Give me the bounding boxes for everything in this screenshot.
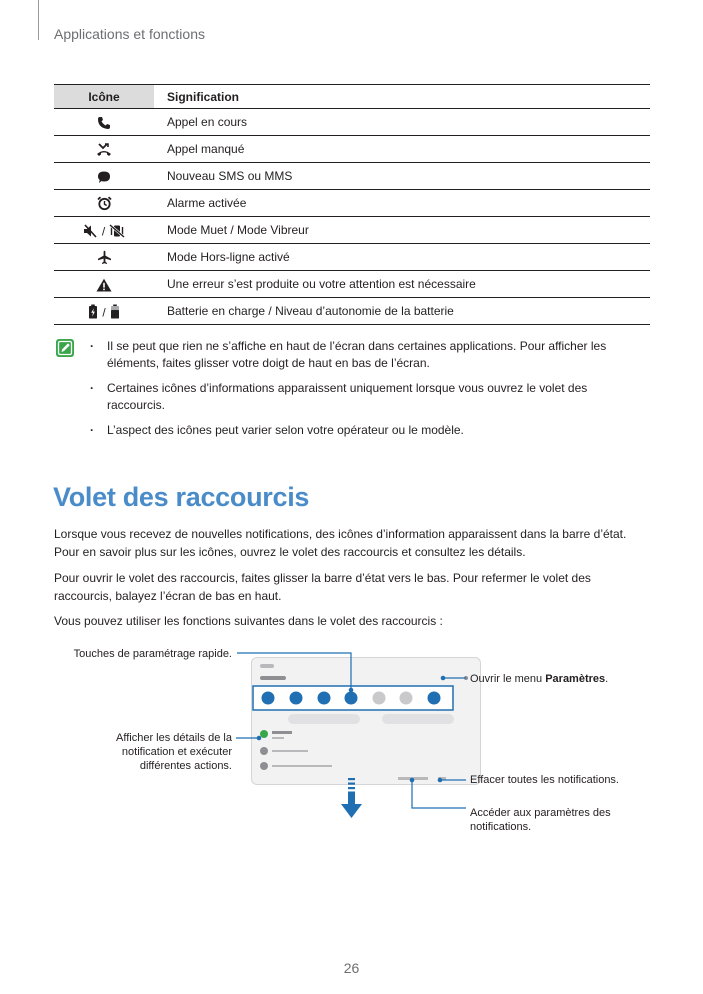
battery-icon: / <box>88 303 119 319</box>
mute-vibrate-icon: / <box>83 222 125 238</box>
column-header-icon: Icône <box>54 85 154 109</box>
bluetooth-icon <box>318 692 331 705</box>
note-item: · Certaines icônes d’informations apparaissent uniquement lorsque vous ouvrez le volet des raccourcis. <box>90 380 630 414</box>
table-header-row <box>54 85 650 109</box>
note-item: · L’aspect des icônes peut varier selon votre opérateur ou le modèle. <box>90 422 630 439</box>
rotate-icon <box>345 692 358 705</box>
section-title: Volet des raccourcis <box>53 482 310 512</box>
column-header-meaning: Signification <box>154 85 650 109</box>
left-margin-rule <box>38 0 39 40</box>
row-meaning: Nouveau SMS ou MMS <box>154 163 650 190</box>
table-row <box>54 244 650 271</box>
row-meaning: Appel manqué <box>154 136 650 163</box>
row-meaning: Appel en cours <box>154 109 650 136</box>
table-row <box>54 163 650 190</box>
icon-table <box>54 84 650 325</box>
callout-notification-details: Afficher les détails de la notification et exécuter différentes actions. <box>116 732 232 772</box>
sound-icon <box>290 692 303 705</box>
row-meaning: Batterie en charge / Niveau d’autonomie de la batterie <box>154 298 650 325</box>
flashlight-icon <box>400 692 413 705</box>
table-row <box>54 298 650 325</box>
note-pencil-icon <box>55 338 75 358</box>
message-bubble-icon <box>97 170 111 184</box>
row-meaning: Mode Muet / Mode Vibreur <box>154 217 650 244</box>
callout-clear-notifications: Effacer toutes les notifications. <box>470 774 619 786</box>
page-number: 26 <box>343 960 360 976</box>
alarm-clock-icon <box>97 196 112 211</box>
table-row <box>54 136 650 163</box>
row-meaning: Une erreur s’est produite ou votre attention est nécessaire <box>154 271 650 298</box>
note-list <box>90 338 630 447</box>
running-header: Applications et fonctions <box>54 26 205 42</box>
callout-notification-settings: Accéder aux paramètres des notifications. <box>470 807 611 833</box>
note-item: · Il se peut que rien ne s’affiche en haut de l’écran dans certaines applications. Pour afficher les éléments, faites glisser votre doigt de haut en bas de l’écran. <box>90 338 630 372</box>
missed-call-icon <box>96 143 112 157</box>
row-meaning: Alarme activée <box>154 190 650 217</box>
row-meaning: Mode Hors-ligne activé <box>154 244 650 271</box>
table-row <box>54 190 650 217</box>
airplane-icon <box>97 250 112 265</box>
airplane-icon <box>373 692 386 705</box>
swipe-down-arrow-icon <box>341 778 362 818</box>
paragraph: Lorsque vous recevez de nouvelles notifications, des icônes d’information apparaissent dans la barre d’état. Pour en savoir plus sur les icônes, ouvrez le volet des raccourcis et consultez les détails. <box>54 527 627 559</box>
paragraph: Vous pouvez utiliser les fonctions suivantes dans le volet des raccourcis : <box>54 614 443 628</box>
callout-quick-settings: Touches de paramétrage rapide. <box>73 648 232 660</box>
table-row <box>54 271 650 298</box>
callout-settings-menu: Ouvrir le menu Paramètres. <box>470 673 609 685</box>
table-row <box>54 217 650 244</box>
table-row <box>54 109 650 136</box>
data-transfer-icon <box>428 692 441 705</box>
wifi-icon <box>262 692 275 705</box>
warning-icon <box>96 278 112 292</box>
paragraph: Pour ouvrir le volet des raccourcis, faites glisser la barre d’état vers le bas. Pour refermer le volet des raccourcis, balayez l’écran de bas en haut. <box>54 571 591 603</box>
phone-call-icon <box>97 116 111 130</box>
